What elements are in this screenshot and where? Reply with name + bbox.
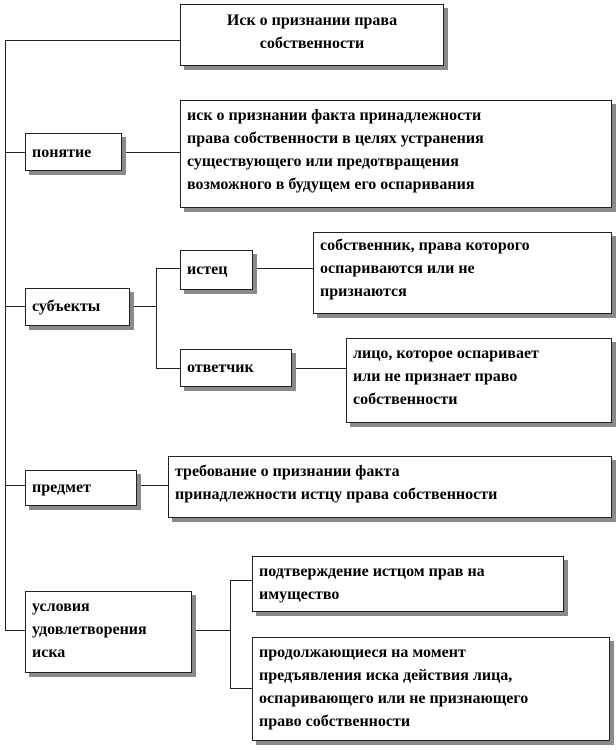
conditions-label: условия удовлетворения иска bbox=[25, 591, 192, 673]
connector-condition-1 bbox=[230, 580, 252, 581]
subjects-label: субъекты bbox=[25, 288, 130, 326]
connector-subjects-branch bbox=[130, 306, 156, 307]
connector-main-spine bbox=[5, 40, 6, 630]
concept-detail: иск о признании факта принадлежности права собственности в целях устранения существующего или предотвращения возможного в будущем его оспаривания bbox=[180, 100, 612, 208]
condition-item: подтверждение истцом прав на имущество bbox=[252, 556, 564, 612]
connector-subjects bbox=[5, 306, 25, 307]
plaintiff-label: истец bbox=[180, 250, 253, 290]
plaintiff-detail: собственник, права которого оспариваются или не признаются bbox=[313, 232, 612, 314]
connector-subject-matter-detail bbox=[137, 485, 168, 486]
connector-concept bbox=[5, 152, 25, 153]
connector-defendant-detail bbox=[292, 368, 346, 369]
connector-plaintiff-detail bbox=[253, 268, 313, 269]
connector-subjects-spine bbox=[156, 268, 157, 368]
defendant-label: ответчик bbox=[180, 349, 292, 387]
connector-subject-matter bbox=[5, 485, 25, 486]
connector-conditions-spine bbox=[230, 580, 231, 688]
connector-defendant bbox=[156, 368, 180, 369]
connector-conditions-branch bbox=[192, 630, 230, 631]
concept-label: понятие bbox=[25, 133, 122, 171]
connector-condition-2 bbox=[230, 688, 252, 689]
subject-matter-label: предмет bbox=[25, 470, 137, 506]
subject-matter-detail: требование о признании факта принадлежности истцу права собственности bbox=[168, 456, 612, 518]
diagram-title: Иск о признании права собственности bbox=[180, 4, 444, 66]
condition-item: продолжающиеся на момент предъявления иска действия лица, оспаривающего или не признающего право собственности bbox=[252, 637, 610, 741]
connector-concept-detail bbox=[122, 152, 180, 153]
connector-plaintiff bbox=[156, 268, 180, 269]
connector-conditions bbox=[5, 630, 25, 631]
defendant-detail: лицо, которое оспаривает или не признает право собственности bbox=[346, 338, 612, 423]
connector-title bbox=[5, 40, 180, 41]
